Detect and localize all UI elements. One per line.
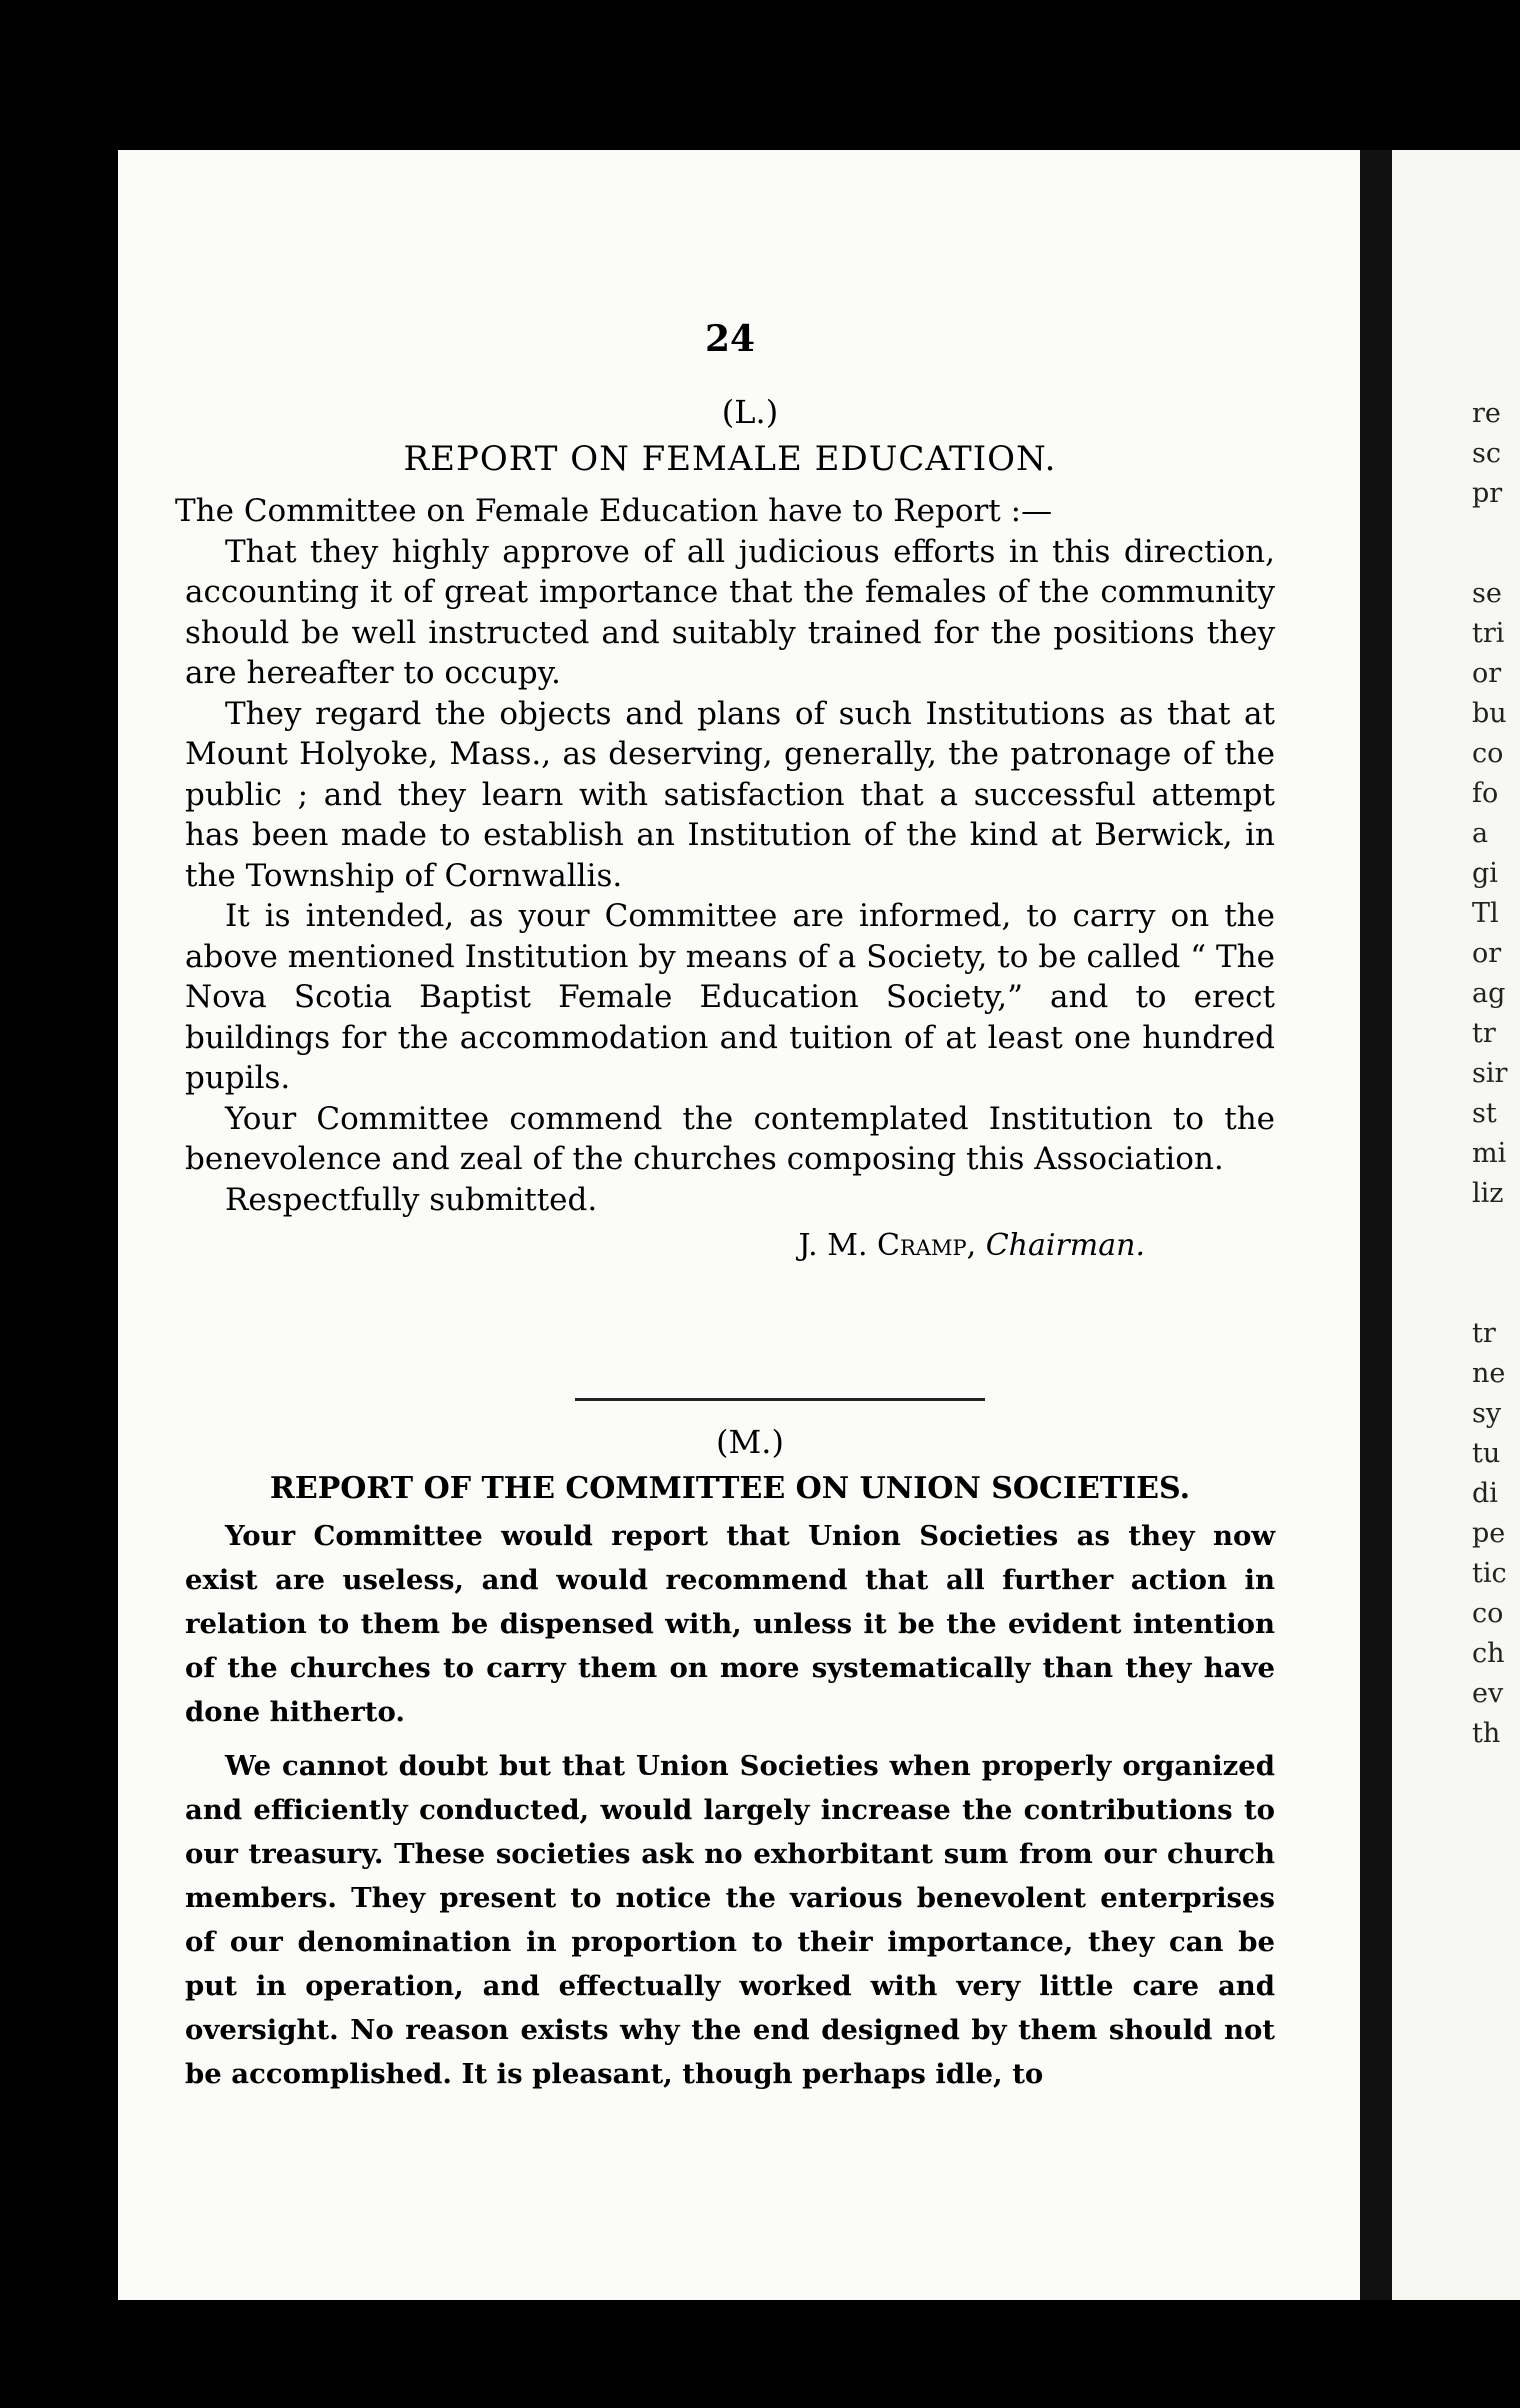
facing-page-fragment: fo bbox=[1472, 778, 1499, 809]
facing-page-fragment: th bbox=[1472, 1718, 1501, 1749]
report-l bbox=[175, 393, 1275, 1263]
facing-page-fragment: pr bbox=[1472, 478, 1503, 509]
signature-name: J. M. Cramp, bbox=[798, 1228, 977, 1263]
report-l-intro: The Committee on Female Education have to Report :— bbox=[175, 493, 1053, 529]
section-mark-m: (M.) bbox=[716, 1423, 784, 1461]
signature-title: Chairman. bbox=[985, 1228, 1145, 1263]
facing-page-fragment: tr bbox=[1472, 1318, 1496, 1349]
report-l-paragraph-2: They regard the objects and plans of such Institutions as that at Mount Holyoke, Mass., as deserving, generally, the patronage of the public ; and they learn with satisfaction that a successful attempt has been made to establish an Institution of the kind at Berwick, in the Township of Cornwallis. bbox=[185, 695, 1275, 894]
facing-page-fragment: sc bbox=[1472, 438, 1501, 469]
facing-page-fragment: ag bbox=[1472, 978, 1506, 1009]
facing-page-fragment: tu bbox=[1472, 1438, 1501, 1469]
facing-page-fragment: sy bbox=[1472, 1398, 1502, 1429]
report-l-paragraph-4: Your Committee commend the contemplated Institution to the benevolence and zeal of the churches composing this Association. bbox=[185, 1100, 1275, 1177]
facing-page-fragment: di bbox=[1472, 1478, 1498, 1509]
facing-page-fragment: liz bbox=[1472, 1178, 1504, 1209]
report-l-paragraph-1: That they highly approve of all judicious efforts in this direction, accounting it of great importance that the females of the community should be well instructed and suitably trained for the positions they are hereafter to occupy. bbox=[185, 533, 1275, 691]
facing-page-fragment: ne bbox=[1472, 1358, 1506, 1389]
section-divider bbox=[575, 1398, 985, 1401]
facing-page-fragment: sir bbox=[1472, 1058, 1508, 1089]
facing-page-fragment: st bbox=[1472, 1098, 1497, 1129]
facing-page-fragment: ch bbox=[1472, 1638, 1505, 1669]
facing-page-fragment: ev bbox=[1472, 1678, 1504, 1709]
facing-page-fragment: tr bbox=[1472, 1018, 1496, 1049]
facing-page-fragment: co bbox=[1472, 1598, 1504, 1629]
facing-page-fragment: bu bbox=[1472, 698, 1507, 729]
report-l-paragraph-3: It is intended, as your Committee are informed, to carry on the above mentioned Institution by means of a Society, to be called “ The Nova Scotia Baptist Female Education Society,” and to erect buildings for the accommodation and tuition of at least one hundred pupils. bbox=[185, 898, 1275, 1096]
facing-page-fragment: mi bbox=[1472, 1138, 1507, 1169]
page-number: 24 bbox=[704, 318, 756, 360]
facing-page-fragment: co bbox=[1472, 738, 1504, 769]
page-gutter bbox=[1360, 150, 1392, 2300]
report-l-signature bbox=[185, 1228, 1275, 1263]
report-m bbox=[185, 1423, 1275, 2096]
report-m-paragraph-2: We cannot doubt but that Union Societies when properly organized and efficiently conducted, would largely increase the contributions to our treasury. These societies ask no exhorbitant sum from our church members. They present to notice the various benevolent enterprises of our denomination in proportion to their importance, they can be put in operation, and effectually worked with very little care and oversight. No reason exists why the end designed by them should not be accomplished. It is pleasant, though perhaps idle, to bbox=[185, 1750, 1275, 2090]
section-mark-l: (L.) bbox=[721, 393, 779, 431]
facing-page-fragment: pe bbox=[1472, 1518, 1506, 1549]
report-m-paragraph-1: Your Committee would report that Union Societies as they now exist are useless, and would recommend that all further action in relation to them be dispensed with, unless it be the evident intention of the churches to carry them on more systematically than they have done hitherto. bbox=[185, 1520, 1275, 1728]
facing-page-fragment: or bbox=[1472, 938, 1502, 969]
facing-page-fragment: tri bbox=[1472, 618, 1505, 649]
facing-page-fragment: se bbox=[1472, 578, 1502, 609]
report-l-closing: Respectfully submitted. bbox=[225, 1181, 598, 1218]
facing-page-fragment: or bbox=[1472, 658, 1502, 689]
facing-page-fragment: Tl bbox=[1472, 898, 1499, 929]
report-l-title: REPORT ON FEMALE EDUCATION. bbox=[403, 439, 1057, 479]
facing-page-fragment: a bbox=[1472, 818, 1489, 849]
report-m-title: REPORT OF THE COMMITTEE ON UNION SOCIETIES. bbox=[269, 1471, 1191, 1506]
facing-page-fragment: re bbox=[1472, 398, 1501, 429]
facing-page-fragment: tic bbox=[1472, 1558, 1507, 1589]
facing-page-fragment: gi bbox=[1472, 858, 1498, 889]
facing-page-edge bbox=[1392, 150, 1520, 2300]
